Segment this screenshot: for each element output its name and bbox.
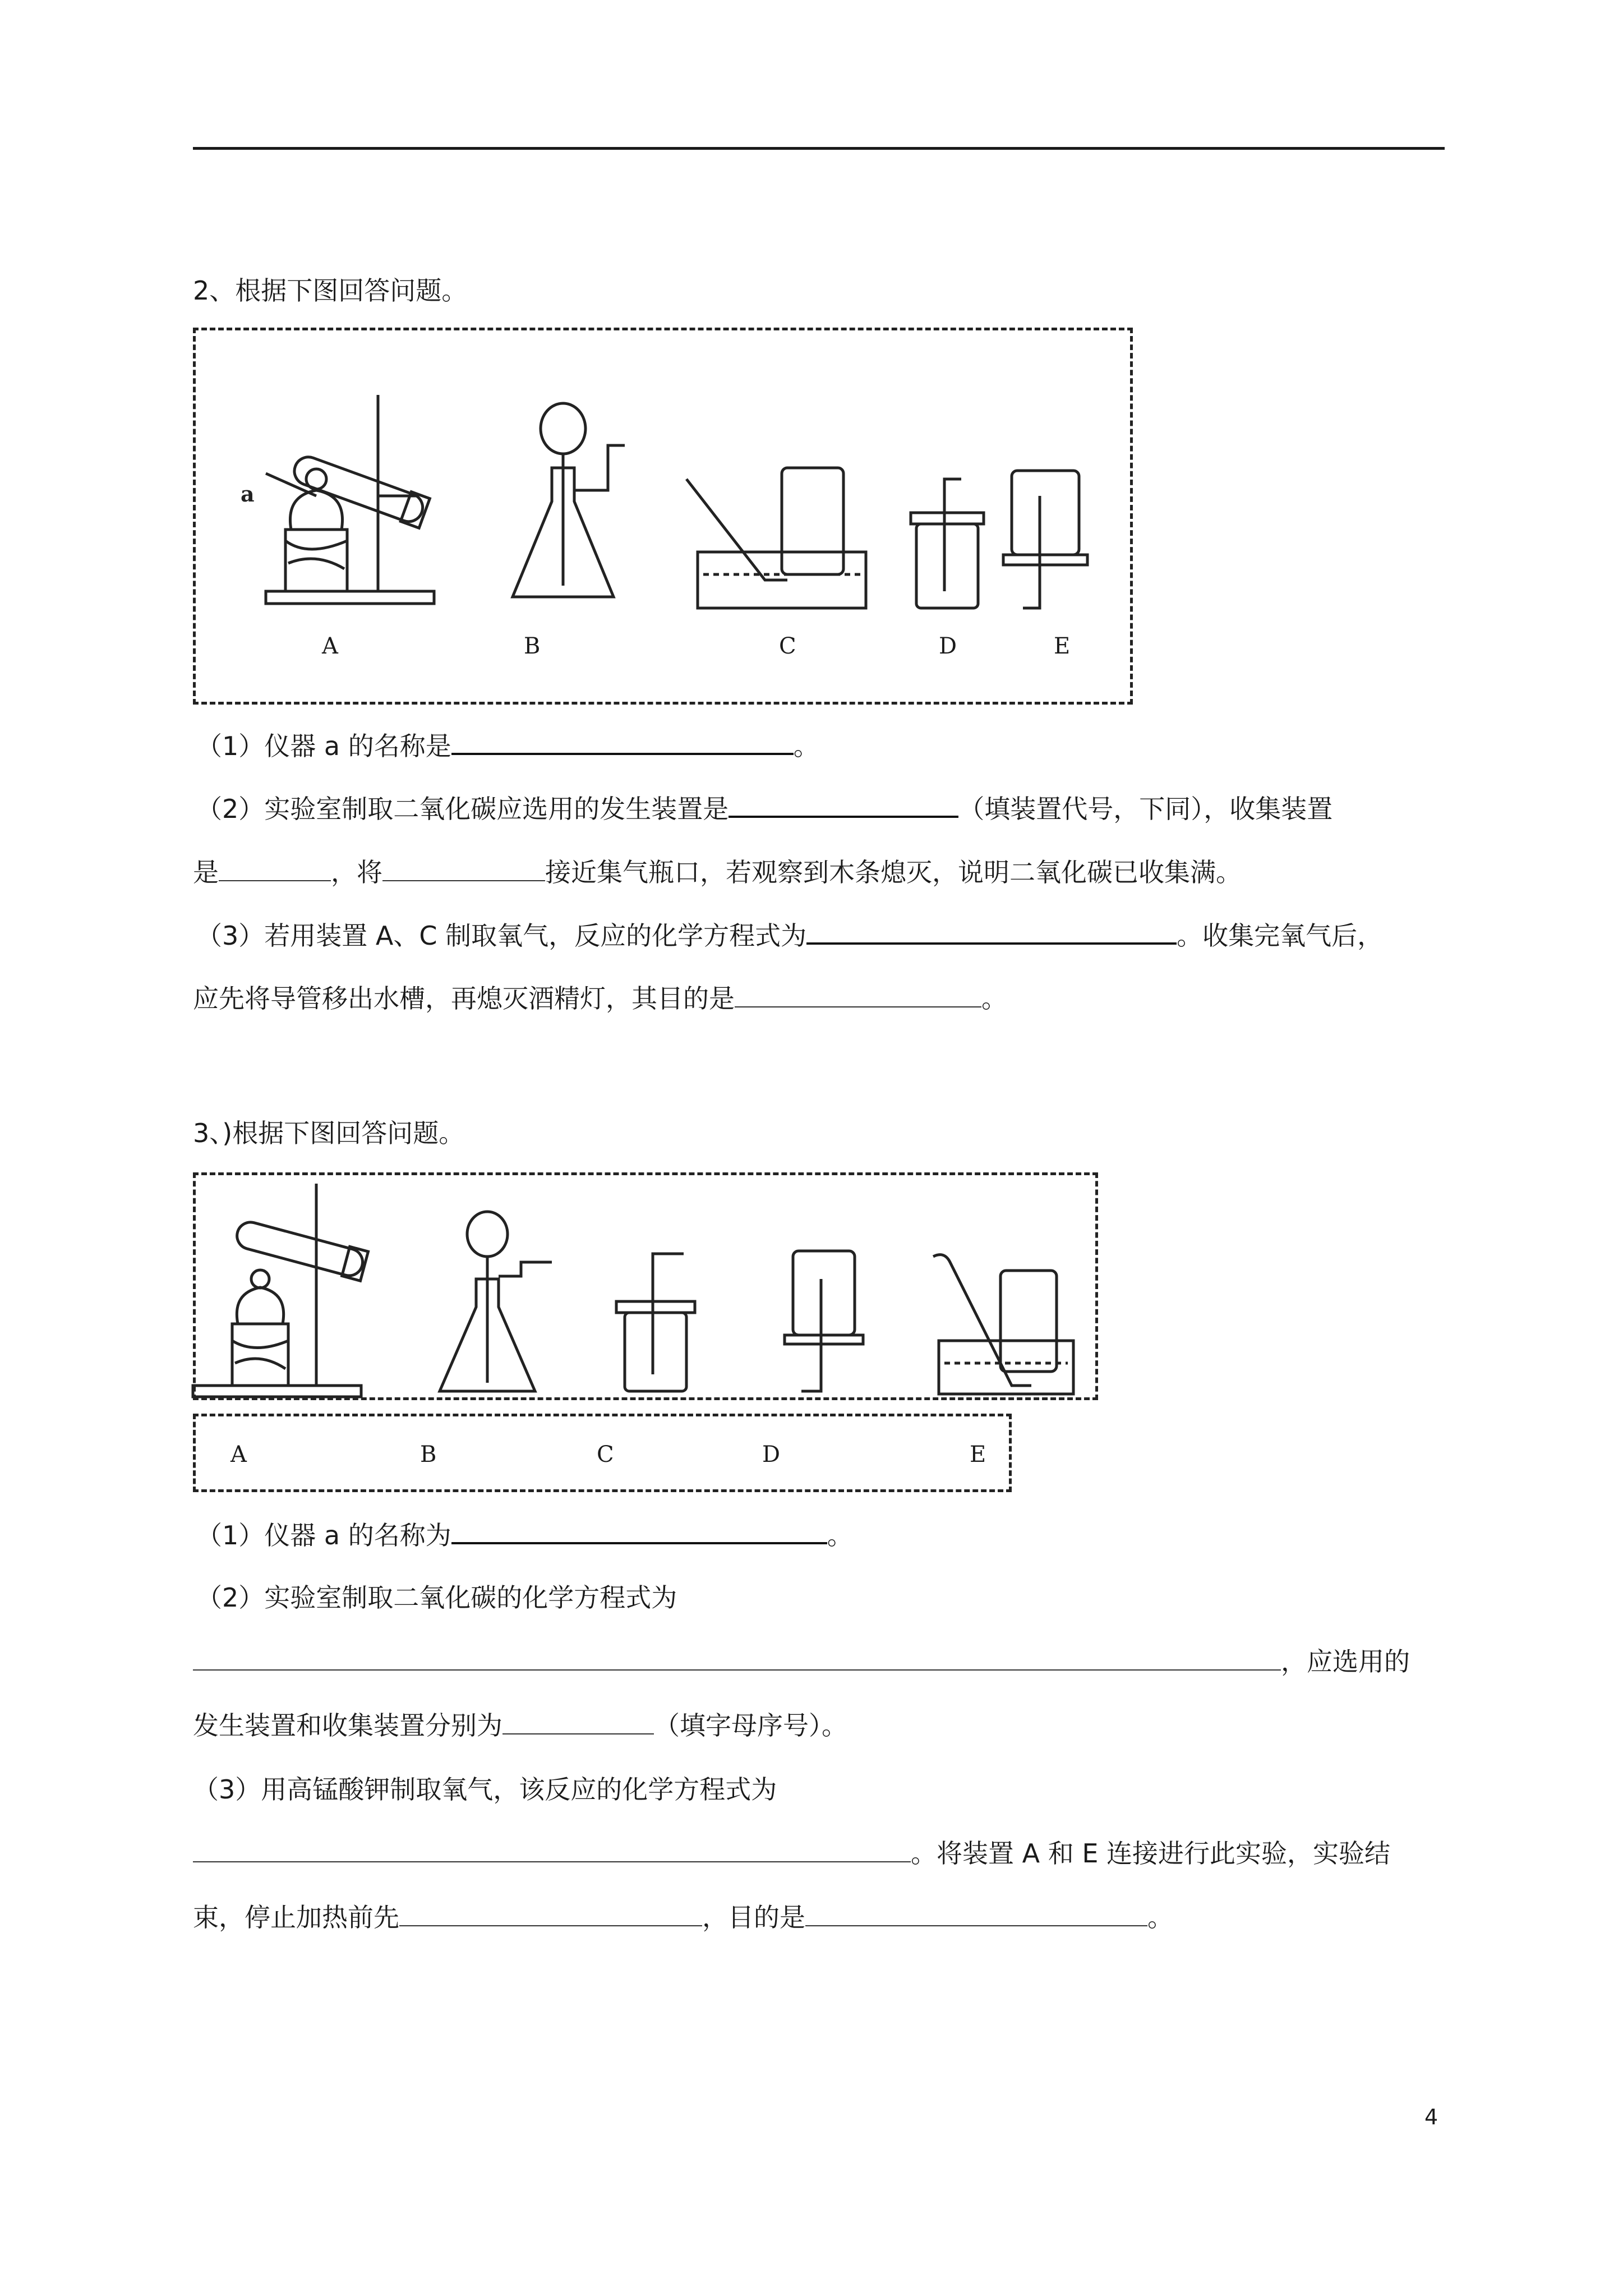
q3-figure (193, 1172, 1098, 1400)
q3-part3-blank-purpose[interactable] (805, 1901, 1147, 1926)
q2-part3-blank-purpose[interactable] (735, 982, 981, 1007)
q2-fig-label-C: C (779, 633, 796, 659)
q3-labels-box (193, 1414, 1012, 1492)
q3-part2-blank-devices[interactable] (502, 1709, 654, 1734)
q2-part3-line1: （3）若用装置 A、C 制取氧气，反应的化学方程式为 。收集完氧气后， (196, 918, 1383, 953)
q3-fig-label-E: E (970, 1442, 986, 1467)
q2-label-a: a (241, 481, 255, 507)
q2-part2-line2: 是 ，将 接近集气瓶口，若观察到木条熄灭，说明二氧化碳已收集满。 (193, 855, 1242, 889)
q2-part1-blank[interactable] (451, 728, 794, 755)
q3-part3-line1: （3）用高锰酸钾制取氧气，该反应的化学方程式为 (193, 1774, 777, 1805)
q3-part2-line2: ，应选用的 (193, 1645, 1410, 1678)
q2-figure (193, 328, 1133, 705)
q2-fig-label-A: A (322, 633, 338, 659)
q3-part2-blank-equation[interactable] (193, 1645, 1281, 1671)
q3-apparatus-drawing (193, 1172, 1098, 1400)
q2-part2-blank-device[interactable] (728, 791, 958, 818)
q2-fig-label-B: B (524, 633, 541, 659)
q2-part1: （1）仪器 a 的名称是 。 (196, 728, 819, 763)
q2-fig-label-D: D (939, 633, 957, 659)
q3-fig-label-B: B (420, 1442, 437, 1467)
q3-part2-line1: （2）实验室制取二氧化碳的化学方程式为 (196, 1582, 677, 1613)
q2-part2-blank-item[interactable] (382, 855, 545, 881)
q3-part3-blank-equation[interactable] (193, 1837, 911, 1862)
q2-part3-line2: 应先将导管移出水槽，再熄灭酒精灯，其目的是 。 (193, 982, 1007, 1015)
q2-title: 2、根据下图回答问题。 (193, 275, 468, 306)
q3-title: 3、)根据下图回答问题。 (193, 1118, 465, 1148)
q2-part2-blank-collect[interactable] (219, 855, 331, 881)
q2-part3-blank-equation[interactable] (806, 918, 1177, 945)
q3-fig-label-A: A (230, 1442, 247, 1467)
q3-part3-line3: 束，停止加热前先 ，目的是 。 (193, 1901, 1173, 1934)
q3-part3-blank-step[interactable] (399, 1901, 702, 1926)
q3-fig-label-C: C (597, 1442, 614, 1467)
q3-part2-line3: 发生装置和收集装置分别为 （填字母序号）。 (193, 1709, 847, 1742)
q3-part1: （1）仪器 a 的名称为 。 (196, 1517, 853, 1552)
page-number: 4 (1424, 2105, 1438, 2129)
q3-part1-blank[interactable] (451, 1517, 827, 1544)
q3-part3-line2: 。将装置 A 和 E 连接进行此实验，实验结 (193, 1837, 1390, 1870)
q2-fig-label-E: E (1054, 633, 1071, 659)
q2-part2-line1: （2）实验室制取二氧化碳应选用的发生装置是 （填装置代号，下同），收集装置 (196, 791, 1332, 826)
q3-fig-label-D: D (762, 1442, 781, 1467)
header-rule (193, 147, 1445, 150)
